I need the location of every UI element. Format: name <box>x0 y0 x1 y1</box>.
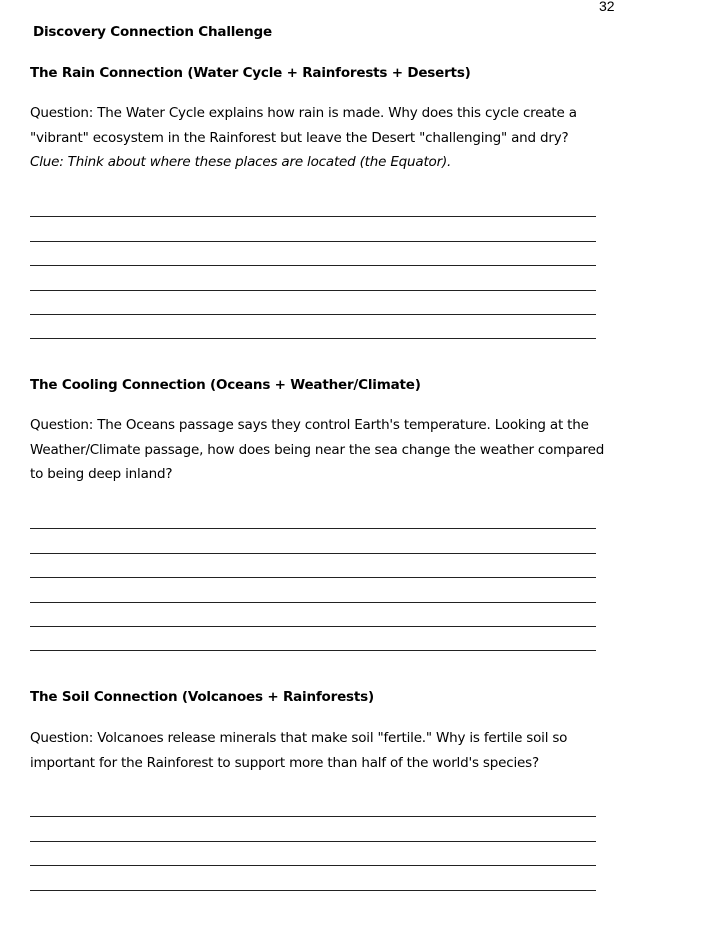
section-heading-rain: The Rain Connection (Water Cycle + Rainforests + Deserts) <box>30 65 471 81</box>
answer-lines-rain[interactable] <box>30 193 596 339</box>
answer-line[interactable] <box>30 554 596 578</box>
question-rain <box>30 101 610 175</box>
answer-lines-cooling[interactable] <box>30 505 596 651</box>
answer-line[interactable] <box>30 505 596 529</box>
answer-line[interactable] <box>30 291 596 315</box>
answer-line[interactable] <box>30 866 596 890</box>
answer-line[interactable] <box>30 793 596 817</box>
page-number: 32 <box>599 0 615 14</box>
answer-line[interactable] <box>30 817 596 841</box>
answer-line[interactable] <box>30 529 596 553</box>
question-soil <box>30 726 610 775</box>
answer-line[interactable] <box>30 242 596 266</box>
answer-line[interactable] <box>30 578 596 602</box>
answer-lines-soil[interactable] <box>30 793 596 891</box>
question-rain-clue: Clue: Think about where these places are located (the Equator). <box>30 154 452 170</box>
answer-line[interactable] <box>30 266 596 290</box>
question-soil-text: Question: Volcanoes release minerals that make soil "fertile." Why is fertile soil so important for the Rainforest to support more than half of the world's species? <box>30 730 568 771</box>
answer-line[interactable] <box>30 627 596 651</box>
answer-line[interactable] <box>30 603 596 627</box>
answer-line[interactable] <box>30 315 596 339</box>
answer-line[interactable] <box>30 217 596 241</box>
answer-line[interactable] <box>30 842 596 866</box>
page-title: Discovery Connection Challenge <box>33 24 272 40</box>
answer-line[interactable] <box>30 193 596 217</box>
section-heading-cooling: The Cooling Connection (Oceans + Weather/Climate) <box>30 377 421 393</box>
question-rain-text: Question: The Water Cycle explains how rain is made. Why does this cycle create a "vibrant" ecosystem in the Rainforest but leave the Desert "challenging" and dry? <box>30 105 577 146</box>
question-cooling <box>30 413 610 487</box>
section-heading-soil: The Soil Connection (Volcanoes + Rainforests) <box>30 689 374 705</box>
question-cooling-text: Question: The Oceans passage says they control Earth's temperature. Looking at the Weather/Climate passage, how does being near the sea change the weather compared to being deep inland? <box>30 417 605 482</box>
